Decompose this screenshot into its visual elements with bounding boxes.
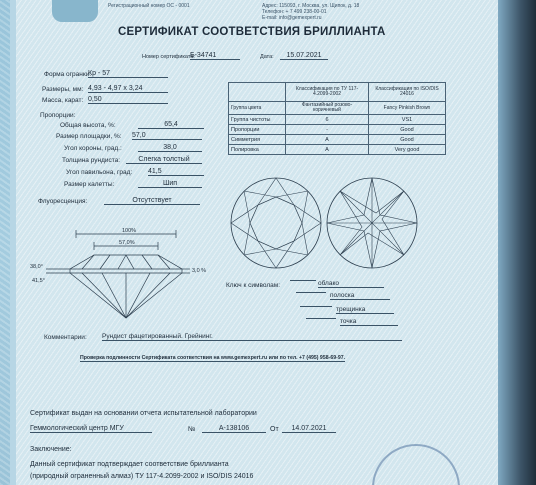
table-row-label: Симметрия: [229, 135, 286, 145]
conclusion-line-2: (природный ограненный алмаз) ТУ 117-4.2099-2002 и ISO/DIS 24016: [30, 473, 254, 480]
pavilion-label: Угол павильона, град:: [66, 169, 133, 176]
legend-symbol-line: [300, 306, 332, 307]
table-width-label: 100%: [122, 228, 137, 234]
pavilion-angle-label: 41,5°: [32, 278, 45, 284]
registration-number: Регистрационный номер ОС - 0001: [108, 3, 190, 9]
culet-label: Размер калетты:: [64, 181, 115, 188]
grading-header-iso: Классификация по ISO/DIS 24016: [369, 83, 446, 102]
legend-item: облако: [318, 280, 384, 288]
table-cell: -: [286, 125, 369, 135]
table-cell: А: [286, 145, 369, 155]
comments-label: Комментарии:: [44, 334, 87, 341]
table-row-label: Группа чистоты: [229, 115, 286, 125]
conclusion-line-1: Данный сертификат подтверждает соответствие бриллианта: [30, 461, 229, 468]
legend-symbol-line: [306, 318, 336, 319]
profile-diagram: [30, 224, 220, 324]
issued-lab: Геммологический центр МГУ: [30, 425, 152, 433]
email: E-mail: info@gemexpert.ru: [262, 15, 322, 21]
girdle-value: Слегка толстый: [126, 156, 202, 164]
pavilion-value: 41,5: [148, 168, 204, 176]
legend-symbol-line: [290, 280, 316, 281]
crown-angle-label: 38,0°: [30, 264, 43, 270]
cert-number-label: Номер сертификата:: [142, 54, 195, 60]
table-cell: VS1: [369, 115, 446, 125]
mass-value: 0,50: [88, 96, 168, 104]
table-cell: Фантазийный розово-коричневый: [286, 102, 369, 115]
crown-value: 38,0: [138, 144, 202, 152]
issued-text: Сертификат выдан на основании отчета испытательной лаборатории: [30, 410, 257, 417]
shape-label: Форма огранки:: [44, 71, 92, 78]
crown-label: Угол короны, град.:: [64, 145, 122, 152]
fluorescence-label: Флуоресценция:: [38, 198, 88, 205]
height-label: Общая высота, %:: [60, 122, 116, 129]
shape-value: Кр - 57: [88, 70, 168, 78]
legend-item: точка: [340, 318, 398, 326]
address: Адрес: 115093, г. Москва, ул. Щипок, д. 18: [262, 3, 360, 9]
page-title: СЕРТИФИКАТ СООТВЕТСТВИЯ БРИЛЛИАНТА: [118, 26, 386, 38]
cert-date-label: Дата:: [260, 54, 274, 60]
fluorescence-value: Отсутствует: [104, 197, 200, 205]
pavilion-bottom-view-diagram: [324, 175, 420, 271]
table-row-label: Пропорции: [229, 125, 286, 135]
logo: [52, 0, 98, 22]
conclusion-label: Заключение:: [30, 446, 72, 453]
girdle-percent-label: 3,0 %: [192, 268, 207, 274]
legend-item: полоска: [330, 292, 390, 300]
size-label: Размеры, мм:: [42, 86, 84, 93]
phone: Телефон: + 7 499 238-00-01: [262, 9, 327, 15]
table-cell: Very good: [369, 145, 446, 155]
height-value: 65,4: [138, 121, 204, 129]
issued-date-label: От: [270, 426, 279, 433]
table-size-value: 57,0: [132, 132, 202, 140]
table-row-label: Группа цвета: [229, 102, 286, 115]
legend-item: трещинка: [336, 306, 394, 314]
table-edge: [498, 0, 536, 485]
legend-label: Ключ к символам:: [226, 282, 281, 289]
grading-table: [228, 82, 446, 155]
table-row-label: Полировка: [229, 145, 286, 155]
size-value: 4,93 - 4,97 x 3,24: [88, 85, 168, 93]
table-cell: 6: [286, 115, 369, 125]
issued-date: 14.07.2021: [282, 425, 336, 433]
culet-value: Шип: [138, 180, 202, 188]
table-size-label: Размер площадки, %:: [56, 133, 122, 140]
comments-value: Рундист фацетированный. Грейнинг.: [102, 333, 402, 341]
grading-header-blank: [229, 83, 286, 102]
grading-header-tu: Классификация по ТУ 117-4.2099-2002: [286, 83, 369, 102]
crown-top-view-diagram: [228, 175, 324, 271]
issued-number-label: №: [188, 426, 196, 433]
cert-date: 15.07.2021: [280, 52, 328, 60]
table-percent-label: 57,0%: [119, 240, 135, 246]
mass-label: Масса, карат:: [42, 97, 84, 104]
table-cell: А: [286, 135, 369, 145]
cert-number: Б-34741: [190, 52, 240, 60]
table-cell: Good: [369, 135, 446, 145]
legend-symbol-line: [296, 292, 326, 293]
issued-number: А-138106: [202, 425, 266, 433]
table-cell: Fancy Pinkish Brown: [369, 102, 446, 115]
table-cell: Good: [369, 125, 446, 135]
verification-line: Проверка подлинности Сертификата соответствия на www.gemexpert.ru или по тел. +7 (495) 958-69-97.: [80, 355, 346, 361]
girdle-label: Толщина рундиста:: [62, 157, 121, 164]
proportions-label: Пропорции:: [40, 112, 76, 119]
